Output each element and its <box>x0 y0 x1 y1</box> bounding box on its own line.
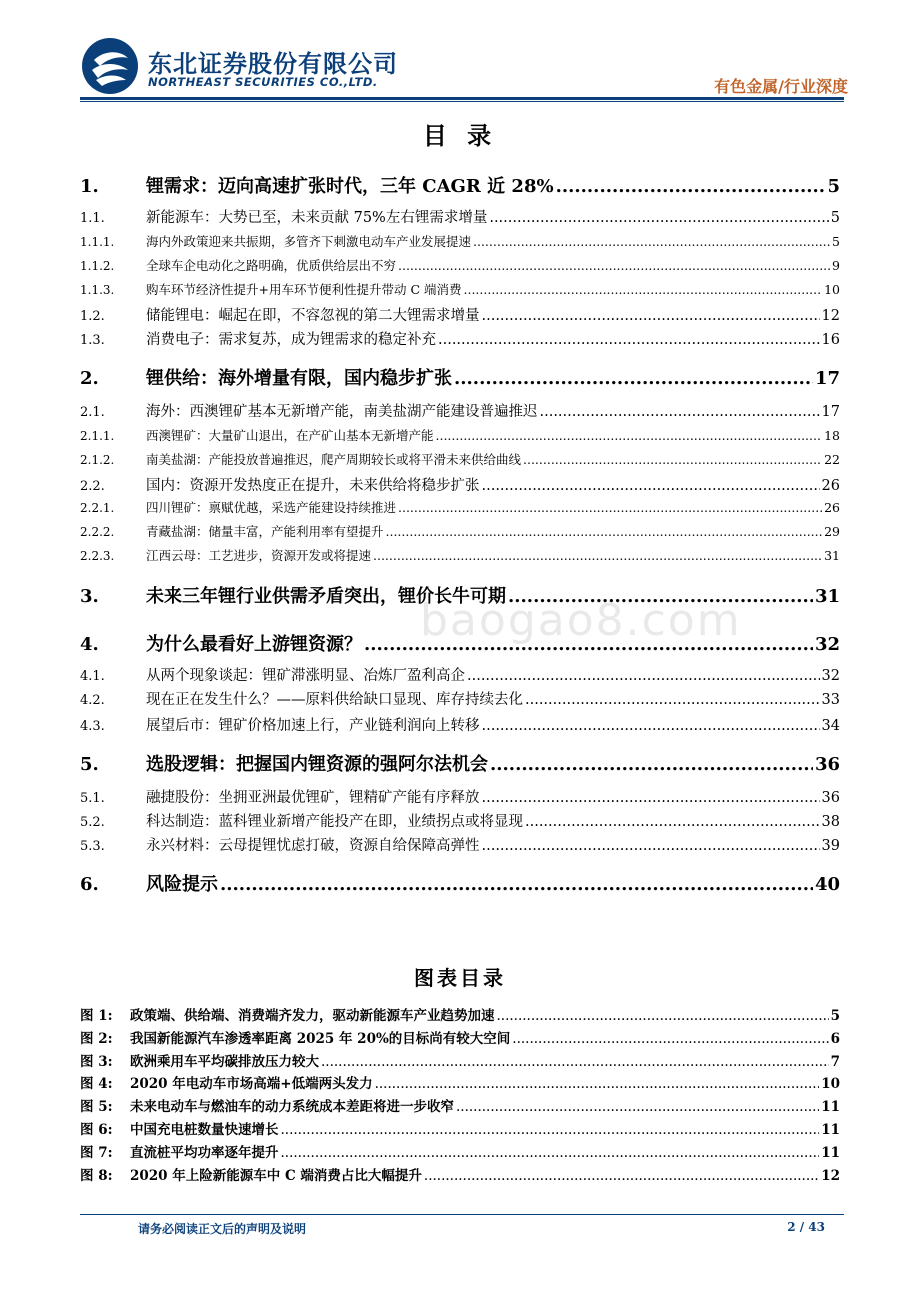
figure-entry[interactable] <box>80 1118 840 1138</box>
header-divider-thin <box>80 101 844 102</box>
toc-entry-level1[interactable] <box>80 364 840 390</box>
figure-entry[interactable] <box>80 1027 840 1047</box>
toc-entry-label: 锂供给：海外增量有限，国内稳步扩张 <box>146 368 452 389</box>
toc-entry-page: 12 <box>821 308 840 324</box>
toc-entry-number: 6. <box>80 874 99 895</box>
toc-entry-label: 从两个现象谈起：锂矿滞涨明显、冶炼厂盈利高企 <box>146 668 465 684</box>
toc-entry-label: 现在正在发生什么？——原料供给缺口显现、库存持续去化 <box>146 692 523 708</box>
toc-entry-page: 18 <box>824 428 840 443</box>
figure-leader-dots <box>424 1168 819 1184</box>
toc-entry-level2[interactable] <box>80 328 840 349</box>
page-number: 2 / 43 <box>787 1220 825 1234</box>
company-logo-icon <box>80 36 140 96</box>
toc-entry-label: 融捷股份：坐拥亚洲最优锂矿，锂精矿产能有序释放 <box>146 790 480 806</box>
toc-entry-page: 26 <box>824 500 840 515</box>
toc-entry-page: 36 <box>814 754 840 775</box>
toc-entry-number: 2.2. <box>80 479 105 494</box>
toc-entry-page: 38 <box>821 814 840 830</box>
toc-entry-label: 新能源车：大势已至，未来贡献 75%左右锂需求增量 <box>146 210 488 226</box>
toc-leader-dots <box>398 500 822 515</box>
toc-entry-page: 10 <box>824 282 840 297</box>
watermark: baogao8.com <box>420 595 742 646</box>
toc-entry-number: 5.2. <box>80 815 105 830</box>
toc-entry-level2[interactable] <box>80 474 840 495</box>
toc-entry-page: 29 <box>824 524 840 539</box>
toc-entry-number: 4.2. <box>80 693 105 708</box>
toc-entry-label: 西澳锂矿：大量矿山退出，在产矿山基本无新增产能 <box>146 428 434 443</box>
figure-entry[interactable] <box>80 1141 840 1161</box>
toc-entry-number: 1.2. <box>80 309 105 324</box>
figure-entry-number: 图 7: <box>80 1144 113 1161</box>
toc-leader-dots <box>398 258 830 273</box>
figure-entry-label: 政策端、供给端、消费端齐发力，驱动新能源车产业趋势加速 <box>130 1008 495 1024</box>
footer-divider <box>80 1214 844 1215</box>
figure-entry-label: 欧洲乘用车平均碳排放压力较大 <box>130 1053 319 1070</box>
toc-entry-page: 31 <box>824 548 840 563</box>
toc-entry-label: 国内：资源开发热度正在提升，未来供给将稳步扩张 <box>146 478 480 494</box>
toc-entry-page: 40 <box>814 874 840 895</box>
toc-entry-number: 2.1.1. <box>80 429 115 443</box>
figure-leader-dots <box>321 1054 829 1070</box>
toc-entry-level2[interactable] <box>80 400 840 421</box>
toc-entry-number: 2.2.3. <box>80 549 115 563</box>
toc-entry-number: 1.1.2. <box>80 259 115 273</box>
figure-entry-label: 2020 年电动车市场高端+低端两头发力 <box>130 1076 373 1093</box>
toc-leader-dots <box>438 332 820 348</box>
toc-entry-number: 1.1. <box>80 211 105 226</box>
toc-entry-number: 5.1. <box>80 791 105 806</box>
toc-entry-page: 17 <box>814 368 840 389</box>
toc-entry-label: 科达制造：蓝科锂业新增产能投产在即，业绩拐点或将显现 <box>146 814 523 830</box>
figure-entry-number: 图 1: <box>80 1008 113 1024</box>
header-divider <box>80 97 844 100</box>
figure-leader-dots <box>281 1122 820 1138</box>
figure-entry[interactable] <box>80 1072 840 1092</box>
toc-entry-number: 4. <box>80 634 99 655</box>
toc-entry-level3[interactable] <box>80 546 840 564</box>
footer-disclaimer[interactable]: 请务必阅读正文后的声明及说明 <box>138 1222 307 1236</box>
toc-entry-page: 5 <box>832 234 840 249</box>
toc-entry-number: 2.2.2. <box>80 525 115 539</box>
toc-leader-dots <box>473 234 830 249</box>
toc-entry-label: 永兴材料：云母提锂忧虑打破，资源自给保障高弹性 <box>146 838 480 854</box>
toc-entry-level3[interactable] <box>80 256 840 274</box>
toc-leader-dots <box>482 790 820 806</box>
toc-entry-number: 2.2.1. <box>80 501 115 515</box>
toc-entry-level2[interactable] <box>80 664 840 685</box>
figure-entry-number: 图 6: <box>80 1122 113 1138</box>
toc-entry-label: 海外：西澳锂矿基本无新增产能，南美盐湖产能建设普遍推迟 <box>146 404 538 420</box>
figure-entry-page: 11 <box>821 1144 840 1161</box>
toc-leader-dots <box>540 404 820 420</box>
toc-entry-level2[interactable] <box>80 688 840 709</box>
toc-entry-label: 海内外政策迎来共振期，多管齐下刺激电动车产业发展提速 <box>146 234 472 249</box>
toc-leader-dots <box>482 838 820 854</box>
toc-entry-page: 16 <box>821 332 840 348</box>
toc-entry-level2[interactable] <box>80 810 840 831</box>
toc-entry-label: 四川锂矿：禀赋优越，采选产能建设持续推进 <box>146 500 397 515</box>
toc-entry-page: 17 <box>821 404 840 420</box>
toc-entry-label: 储能锂电：崛起在即，不容忽视的第二大锂需求增量 <box>146 308 480 324</box>
toc-entry-number: 1.3. <box>80 333 105 348</box>
figure-leader-dots <box>512 1031 828 1047</box>
toc-leader-dots <box>482 308 820 324</box>
toc-entry-label: 消费电子：需求复苏，成为锂需求的稳定补充 <box>146 332 436 348</box>
toc-entry-page: 39 <box>821 838 840 854</box>
toc-entry-level1[interactable] <box>80 172 840 198</box>
figure-entry-page: 7 <box>830 1053 840 1070</box>
company-name-cn: 东北证券股份有限公司 <box>148 50 398 78</box>
toc-entry-label: 购车环节经济性提升+用车环节便利性提升带动 C 端消费 <box>146 282 462 297</box>
figure-entry-page: 12 <box>821 1167 840 1184</box>
figure-leader-dots <box>281 1145 820 1161</box>
toc-leader-dots <box>525 692 820 708</box>
toc-leader-dots <box>386 524 823 539</box>
figure-entry-label: 未来电动车与燃油车的动力系统成本差距将进一步收窄 <box>130 1099 454 1116</box>
toc-entry-page: 9 <box>832 258 840 273</box>
toc-entry-page: 34 <box>821 718 840 734</box>
toc-entry-level2[interactable] <box>80 304 840 325</box>
toc-entry-level2[interactable] <box>80 786 840 807</box>
toc-entry-page: 22 <box>824 452 840 467</box>
toc-title: 目 录 <box>422 121 498 150</box>
figure-entry-label: 我国新能源汽车渗透率距离 2025 年 20%的目标尚有较大空间 <box>130 1030 511 1047</box>
figure-entry-page: 5 <box>830 1008 840 1024</box>
toc-entry-page: 5 <box>830 210 840 226</box>
figure-entry-number: 图 8: <box>80 1167 113 1184</box>
toc-leader-dots <box>490 754 813 775</box>
figure-entry-number: 图 3: <box>80 1053 113 1070</box>
toc-entry-page: 31 <box>814 586 840 607</box>
toc-entry-page: 33 <box>821 692 840 708</box>
toc-entry-level3[interactable] <box>80 232 840 250</box>
figure-entry-page: 11 <box>821 1122 840 1138</box>
toc-entry-level1[interactable] <box>80 750 840 776</box>
toc-leader-dots <box>482 718 820 734</box>
figure-leader-dots <box>456 1099 819 1115</box>
toc-entry-level1[interactable] <box>80 870 840 896</box>
figure-entry-page: 6 <box>830 1030 840 1047</box>
toc-leader-dots <box>464 282 823 297</box>
figure-leader-dots <box>497 1008 829 1024</box>
toc-entry-level3[interactable] <box>80 426 840 444</box>
toc-entry-number: 2.1.2. <box>80 453 115 467</box>
toc-entry-level3[interactable] <box>80 450 840 468</box>
toc-entry-number: 1.1.3. <box>80 283 115 297</box>
toc-entry-level3[interactable] <box>80 522 840 540</box>
toc-entry-page: 36 <box>821 790 840 806</box>
figure-entry-number: 图 4: <box>80 1076 113 1093</box>
toc-entry-page: 26 <box>821 478 840 494</box>
company-name-en: NORTHEAST SECURITIES CO.,LTD. <box>148 75 378 89</box>
toc-entry-number: 4.1. <box>80 669 105 684</box>
toc-entry-level2[interactable] <box>80 834 840 855</box>
figure-entry-label: 直流桩平均功率逐年提升 <box>130 1144 279 1161</box>
figure-entry[interactable] <box>80 1164 840 1184</box>
page-header <box>0 0 920 100</box>
toc-leader-dots <box>525 814 820 830</box>
toc-entry-label: 未来三年锂行业供需矛盾突出，锂价长牛可期 <box>146 586 506 607</box>
figure-entry-page: 11 <box>821 1099 840 1116</box>
toc-entry-number: 1.1.1. <box>80 235 115 249</box>
toc-entry-label: 为什么最看好上游锂资源？ <box>146 634 362 655</box>
toc-entry-label: 全球车企电动化之路明确，优质供给层出不穷 <box>146 258 397 273</box>
figure-entry-number: 图 2: <box>80 1030 113 1047</box>
toc-entry-number: 5. <box>80 754 99 775</box>
toc-entry-page: 5 <box>827 176 840 197</box>
figure-entry[interactable] <box>80 1095 840 1115</box>
toc-leader-dots <box>436 428 823 443</box>
toc-entry-page: 32 <box>814 634 840 655</box>
toc-entry-label: 风险提示 <box>146 874 218 895</box>
toc-leader-dots <box>454 368 813 389</box>
toc-entry-label: 锂需求：迈向高速扩张时代，三年 CAGR 近 28% <box>146 176 554 197</box>
report-type-label: 有色金属/行业深度 <box>714 77 848 96</box>
toc-entry-level3[interactable] <box>80 280 840 298</box>
toc-entry-page: 32 <box>821 668 840 684</box>
toc-entry-number: 1. <box>80 176 99 197</box>
figure-entry-label: 中国充电桩数量快速增长 <box>130 1122 279 1138</box>
figure-entry[interactable] <box>80 1050 840 1070</box>
figure-entry-page: 10 <box>821 1076 840 1093</box>
toc-entry-label: 选股逻辑：把握国内锂资源的强阿尔法机会 <box>146 754 488 775</box>
figure-leader-dots <box>375 1076 820 1092</box>
figure-entry[interactable] <box>80 1004 840 1024</box>
toc-entry-number: 2. <box>80 368 99 389</box>
toc-leader-dots <box>373 548 822 563</box>
toc-entry-level2[interactable] <box>80 714 840 735</box>
toc-leader-dots <box>556 176 826 197</box>
toc-entry-number: 3. <box>80 586 99 607</box>
toc-leader-dots <box>523 452 822 467</box>
toc-leader-dots <box>482 478 820 494</box>
figure-entry-label: 2020 年上险新能源车中 C 端消费占比大幅提升 <box>130 1167 422 1184</box>
toc-entry-number: 4.3. <box>80 719 105 734</box>
toc-entry-label: 南美盐湖：产能投放普遍推迟，爬产周期较长或将平滑未来供给曲线 <box>146 452 522 467</box>
toc-leader-dots <box>467 668 820 684</box>
toc-leader-dots <box>489 210 828 226</box>
toc-entry-label: 展望后市：锂矿价格加速上行，产业链利润向上转移 <box>146 718 480 734</box>
figure-entry-number: 图 5: <box>80 1099 113 1116</box>
figure-list-title: 图表目录 <box>414 966 506 990</box>
toc-entry-number: 5.3. <box>80 839 105 854</box>
toc-entry-number: 2.1. <box>80 405 105 420</box>
toc-entry-level3[interactable] <box>80 498 840 516</box>
toc-entry-level2[interactable] <box>80 206 840 227</box>
toc-entry-label: 江西云母：工艺进步，资源开发或将提速 <box>146 548 372 563</box>
toc-leader-dots <box>220 874 813 895</box>
toc-entry-label: 青藏盐湖：储量丰富，产能利用率有望提升 <box>146 524 384 539</box>
